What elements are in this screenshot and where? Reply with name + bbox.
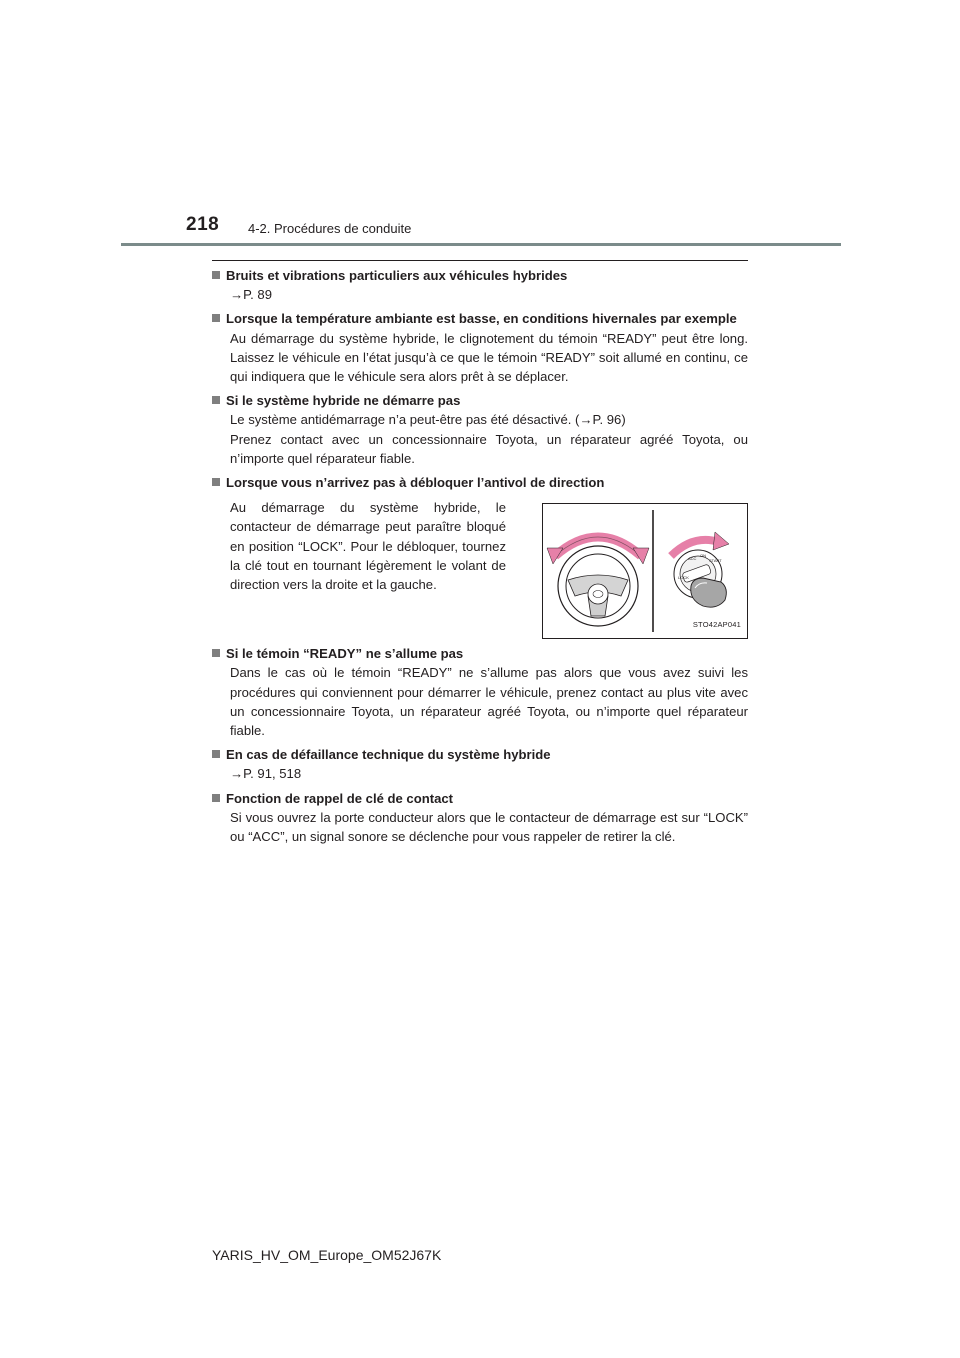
steering-lock-illustration xyxy=(542,503,748,639)
page-reference: →P. 89 xyxy=(230,287,272,303)
square-bullet-icon xyxy=(212,314,220,322)
square-bullet-icon xyxy=(212,271,220,279)
section-heading: En cas de défaillance technique du système hybride xyxy=(212,745,748,764)
section-heading: Si le système hybride ne démarre pas xyxy=(212,391,748,410)
content-area xyxy=(212,266,748,851)
document-id: YARIS_HV_OM_Europe_OM52J67K xyxy=(212,1247,442,1263)
square-bullet-icon xyxy=(212,478,220,486)
switch-label-acc: ACC xyxy=(688,556,697,562)
section-heading: Bruits et vibrations particuliers aux véhicules hybrides xyxy=(212,266,748,285)
section-paragraph: Le système antidémarrage n’a peut-être pas été désactivé. (→P. 96) xyxy=(230,412,626,428)
switch-label-on: ON xyxy=(700,553,706,559)
section-title: 4-2. Procédures de conduite xyxy=(248,221,412,236)
header-rule xyxy=(121,243,841,246)
section-heading: Si le témoin “READY” ne s’allume pas xyxy=(212,644,748,663)
section-ready-not-lit xyxy=(212,644,748,740)
section-hybrid-noise xyxy=(212,266,748,304)
square-bullet-icon xyxy=(212,794,220,802)
section-hybrid-failure xyxy=(212,745,748,783)
section-low-temperature xyxy=(212,309,748,386)
section-paragraph: Prenez contact avec un concessionnaire Toyota, un réparateur agréé Toyota, ou n’importe quel réparateur fiable. xyxy=(230,431,748,466)
switch-label-lock: LOCK xyxy=(678,575,689,581)
page-number: 218 xyxy=(186,214,220,235)
section-heading: Fonction de rappel de clé de contact xyxy=(212,789,748,808)
square-bullet-icon xyxy=(212,750,220,758)
section-key-reminder xyxy=(212,789,748,847)
section-paragraph: Au démarrage du système hybride, le clignotement du témoin “READY” peut être long. Laissez le véhicule en l’état jusqu’à ce que le témoin “READY” soit allumé en continu, ce qui indiquera que le véhicule sera alors prêt à se déplacer. xyxy=(230,330,748,385)
section-heading: Lorsque la température ambiante est basse, en conditions hivernales par exemple xyxy=(212,309,748,328)
section-steering-lock xyxy=(212,473,748,639)
square-bullet-icon xyxy=(212,396,220,404)
switch-label-start: START xyxy=(709,558,722,564)
figure-code-label: STO42AP041 xyxy=(692,620,741,630)
steering-wheel-icon xyxy=(558,546,638,626)
section-paragraph: Au démarrage du système hybride, le contacteur de démarrage peut paraître bloqué en position “LOCK”. Pour le débloquer, tournez la clé tout en tournant légèrement le volant de direction vers la droite et la gauche. xyxy=(230,500,506,593)
section-paragraph: Si vous ouvrez la porte conducteur alors que le contacteur de démarrage est sur “LOCK” ou “ACC”, un signal sonore se déclenche pour vous rappeler de retirer la clé. xyxy=(230,809,748,845)
section-heading: Lorsque vous n’arrivez pas à débloquer l’antivol de direction xyxy=(212,473,748,492)
page-reference: →P. 91, 518 xyxy=(230,766,302,782)
content-rule xyxy=(212,260,748,261)
key-icon xyxy=(691,578,727,607)
square-bullet-icon xyxy=(212,649,220,657)
section-paragraph: Dans le cas où le témoin “READY” ne s’allume pas alors que vous avez suivi les procédures qui conviennent pour démarrer le véhicule, prenez contact au plus vite avec un concessionnaire Toyota, un réparateur agréé Toyota, ou n’importe quel réparateur fiable. xyxy=(230,665,748,739)
section-hybrid-not-starting xyxy=(212,391,748,468)
